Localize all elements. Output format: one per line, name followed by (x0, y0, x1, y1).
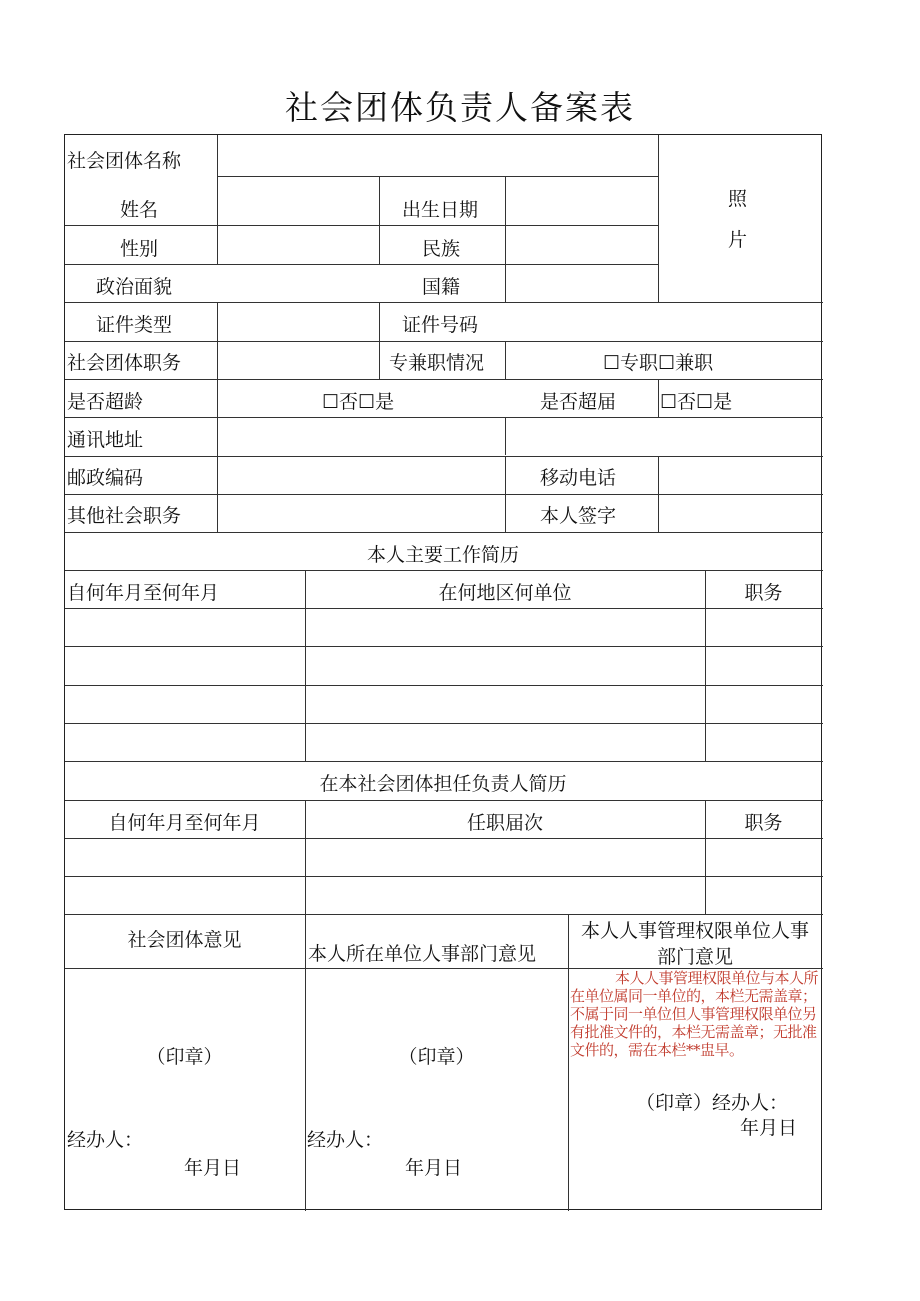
org-seal: （印章） (146, 1046, 223, 1068)
label-address: 通讯地址 (67, 429, 144, 451)
work-col-unit: 在何地区何单位 (438, 582, 572, 604)
grid-line (65, 800, 823, 801)
unit-handler: 经办人： (307, 1129, 384, 1151)
grid-line (65, 532, 823, 533)
label-name: 姓名 (120, 199, 159, 221)
label-org-name: 社会团体名称 (67, 150, 182, 172)
leader-col-role: 职务 (744, 812, 783, 834)
grid-line (65, 456, 823, 457)
grid-line (65, 302, 823, 303)
grid-line (65, 379, 823, 380)
grid-line (65, 570, 823, 571)
grid-line (65, 723, 823, 724)
org-opinion-label: 社会团体意见 (127, 929, 242, 951)
grid-line (65, 761, 823, 762)
label-over-term: 是否超届 (540, 391, 617, 413)
auth-date: 年月日 (740, 1117, 798, 1139)
label-ethnicity: 民族 (422, 238, 461, 260)
over-age-checkboxes[interactable]: ☐否☐是 (322, 391, 395, 413)
leader-col-term: 任职届次 (466, 812, 543, 834)
over-term-checkboxes[interactable]: ☐否☐是 (660, 391, 733, 413)
grid-line (65, 838, 823, 839)
unit-seal: （印章） (398, 1046, 475, 1068)
label-nationality: 国籍 (422, 276, 461, 298)
grid-line (379, 176, 380, 264)
leader-history-heading: 在本社会团体担任负责人简历 (319, 773, 567, 795)
page-title: 社会团体负责人备案表 (285, 88, 635, 127)
leader-col-period: 自何年月至何年月 (108, 812, 261, 834)
grid-line (65, 225, 658, 226)
photo-label-1: 照 (728, 188, 748, 210)
grid-line (65, 264, 658, 265)
grid-line (65, 494, 823, 495)
grid-line (65, 341, 823, 342)
fulltime-checkboxes[interactable]: ☐专职☐兼职 (603, 352, 714, 374)
grid-line (65, 608, 823, 609)
label-postcode: 邮政编码 (67, 467, 144, 489)
grid-line (65, 646, 823, 647)
work-col-role: 职务 (744, 582, 783, 604)
label-mobile: 移动电话 (540, 467, 617, 489)
grid-line (505, 341, 506, 379)
grid-line (65, 914, 823, 915)
grid-line (379, 302, 380, 379)
org-date: 年月日 (184, 1157, 242, 1179)
label-political-status: 政治面貌 (96, 276, 173, 298)
label-fulltime-status: 专兼职情况 (389, 352, 485, 374)
grid-line (568, 914, 569, 1211)
grid-line (505, 456, 506, 532)
label-org-position: 社会团体职务 (67, 352, 182, 374)
unit-hr-opinion-label: 本人所在单位人事部门意见 (308, 943, 537, 965)
label-other-positions: 其他社会职务 (67, 505, 182, 527)
grid-line (65, 417, 823, 418)
grid-line (305, 800, 306, 1211)
work-col-period: 自何年月至何年月 (67, 582, 220, 604)
grid-line (658, 379, 659, 417)
label-signature: 本人签字 (540, 505, 617, 527)
grid-line (65, 876, 823, 877)
grid-line (217, 302, 218, 532)
grid-line (658, 135, 659, 302)
grid-line (217, 135, 218, 264)
label-gender: 性别 (120, 238, 159, 260)
photo-label-2: 片 (728, 229, 748, 251)
label-id-type: 证件类型 (96, 314, 173, 336)
grid-line (505, 176, 506, 302)
grid-line (65, 685, 823, 686)
label-birth-date: 出生日期 (402, 199, 479, 221)
grid-line (505, 417, 506, 455)
auth-seal-handler: （印章）经办人： (636, 1092, 789, 1114)
org-handler: 经办人： (67, 1129, 144, 1151)
unit-date: 年月日 (405, 1157, 463, 1179)
grid-line (217, 176, 658, 177)
work-history-heading: 本人主要工作简历 (366, 544, 519, 566)
grid-line (658, 456, 659, 532)
auth-note: 本人人事管理权限单位与本人所在单位属同一单位的，本栏无需盖章；不属于同一单位但人事管理权限单位另有批准文件的，本栏无需盖章；无批准文件的，需在本栏**盅早。 (570, 969, 819, 1059)
label-id-number: 证件号码 (402, 314, 479, 336)
label-over-age: 是否超龄 (67, 391, 144, 413)
auth-hr-opinion-label: 本人人事管理权限单位人事部门意见 (580, 920, 809, 968)
